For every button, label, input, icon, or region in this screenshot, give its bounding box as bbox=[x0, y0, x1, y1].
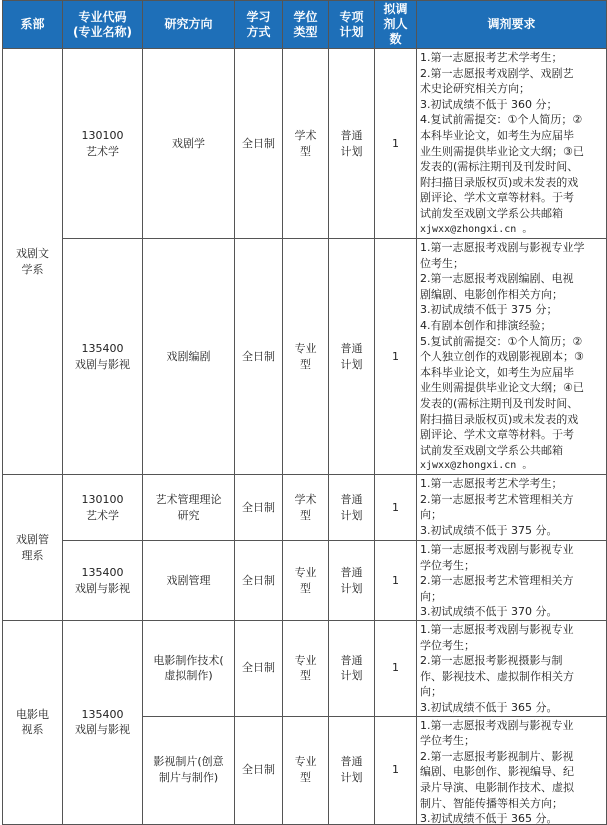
direction-line: 虚拟制作) bbox=[164, 669, 213, 683]
req-line: 3.初试成绩不低于 375 分。 bbox=[420, 523, 558, 537]
header-req bbox=[417, 1, 607, 49]
header-degree bbox=[283, 1, 329, 49]
dept-cell bbox=[3, 621, 63, 825]
dept-name-line: 电影电 bbox=[16, 707, 49, 721]
dept-name-line: 视系 bbox=[21, 723, 44, 737]
degree-line: 专业 bbox=[294, 653, 317, 667]
req-line: 附扫描目录版权页)或未发表的戏 bbox=[420, 412, 579, 426]
req-line: 2.第一志愿报考影视制片、影视 bbox=[420, 749, 574, 763]
code-line: 戏剧与影视 bbox=[75, 581, 130, 595]
req-line: 向； bbox=[420, 589, 442, 603]
plan-cell bbox=[329, 716, 375, 824]
count-cell bbox=[375, 475, 417, 541]
count-cell bbox=[375, 716, 417, 824]
code-line: 130100 bbox=[81, 128, 124, 142]
header-line: 剂人 bbox=[383, 17, 408, 31]
direction-cell bbox=[143, 716, 235, 824]
direction-cell bbox=[143, 541, 235, 621]
mode-text: 全日制 bbox=[242, 349, 275, 363]
mode-text: 全日制 bbox=[242, 500, 275, 514]
dept-cell bbox=[3, 49, 63, 475]
degree-line: 学术 bbox=[294, 128, 317, 142]
code-cell bbox=[63, 475, 143, 541]
req-line: 发表的(需标注期刊及刊发时间、 bbox=[420, 396, 579, 410]
count-text: 1 bbox=[392, 500, 399, 514]
requirements-clip bbox=[420, 718, 604, 824]
req-line: 本科毕业论文，如考生为应届毕 bbox=[420, 128, 574, 142]
req-line: 附扫描目录版权页)或未发表的戏 bbox=[420, 175, 579, 189]
degree-cell bbox=[283, 49, 329, 239]
mode-cell bbox=[235, 621, 283, 717]
req-line: 1.第一志愿报考艺术学考生； bbox=[420, 51, 563, 64]
direction-line: 戏剧编剧 bbox=[166, 349, 211, 363]
email-text: xjwxx@zhongxi.cn 。 bbox=[420, 460, 533, 472]
header-direction bbox=[143, 1, 235, 49]
mode-cell bbox=[235, 239, 283, 475]
requirements-cell bbox=[417, 239, 607, 475]
header-line: 方式 bbox=[246, 24, 271, 39]
req-line: 1.第一志愿报考戏剧与影视专业 bbox=[420, 623, 574, 636]
header-line: 学习 bbox=[246, 9, 271, 24]
header-line: 学位 bbox=[293, 9, 318, 24]
mode-cell bbox=[235, 541, 283, 621]
dept-name-line: 学系 bbox=[21, 262, 44, 276]
plan-cell bbox=[329, 239, 375, 475]
table-row bbox=[3, 621, 607, 717]
adjustment-table bbox=[2, 0, 607, 825]
table-row bbox=[3, 475, 607, 541]
count-text: 1 bbox=[392, 136, 399, 150]
req-line: 业生则需提供毕业论文大纲；④已 bbox=[420, 381, 584, 395]
table-row bbox=[3, 49, 607, 239]
header-line: 类型 bbox=[293, 24, 318, 39]
count-cell bbox=[375, 239, 417, 475]
req-line: 本科毕业论文，如考生为应届毕 bbox=[420, 365, 574, 379]
req-line: 2.第一志愿报考艺术管理相关方 bbox=[420, 574, 574, 588]
header-line: 拟调 bbox=[383, 2, 408, 16]
requirements-cell bbox=[417, 475, 607, 541]
direction-cell bbox=[143, 475, 235, 541]
requirements-cell bbox=[417, 716, 607, 824]
code-line: 戏剧与影视 bbox=[75, 723, 130, 737]
req-line: 位考生； bbox=[420, 256, 464, 270]
req-line: 1.第一志愿报考戏剧与影视专业学 bbox=[420, 241, 585, 254]
direction-line: 艺术管理理论 bbox=[155, 492, 222, 506]
req-line: 作、影视技术、虚拟制作相关方 bbox=[420, 669, 574, 683]
req-line: 业生则需提供毕业论文大纲；③已 bbox=[420, 144, 584, 158]
req-line: 3.初试成绩不低于 370 分。 bbox=[420, 605, 558, 619]
req-line: 剧评论、学术文章等材料。于考 bbox=[420, 191, 574, 205]
plan-line: 普通 bbox=[340, 653, 363, 667]
mode-cell bbox=[235, 475, 283, 541]
req-line: 个人独立创作的戏剧影视剧本；③ bbox=[420, 350, 584, 364]
req-line: 2.第一志愿报考戏剧学、戏剧艺 bbox=[420, 66, 574, 80]
code-line: 戏剧与影视 bbox=[75, 357, 130, 371]
plan-line: 普通 bbox=[340, 341, 363, 355]
count-cell bbox=[375, 49, 417, 239]
count-text: 1 bbox=[392, 349, 399, 363]
header-code bbox=[63, 1, 143, 49]
degree-line: 学术 bbox=[294, 492, 317, 506]
header-plan bbox=[329, 1, 375, 49]
mode-text: 全日制 bbox=[242, 661, 275, 675]
plan-line: 普通 bbox=[340, 128, 363, 142]
count-cell bbox=[375, 621, 417, 717]
req-line: 1.第一志愿报考戏剧与影视专业 bbox=[420, 718, 574, 732]
header-line: 专业代码 bbox=[78, 9, 127, 24]
plan-line: 计划 bbox=[340, 669, 363, 683]
req-line: 剧编剧、电影创作相关方向； bbox=[420, 287, 563, 301]
req-line: 剧评论、学术文章等材料。于考 bbox=[420, 428, 574, 442]
mode-text: 全日制 bbox=[242, 573, 275, 587]
code-line: 艺术学 bbox=[86, 508, 119, 522]
header-mode bbox=[235, 1, 283, 49]
count-text: 1 bbox=[392, 573, 399, 587]
code-cell bbox=[63, 541, 143, 621]
requirements-cell bbox=[417, 541, 607, 621]
degree-cell bbox=[283, 541, 329, 621]
req-line: 术史论研究相关方向； bbox=[420, 82, 530, 96]
plan-line: 计划 bbox=[340, 508, 363, 522]
mode-cell bbox=[235, 49, 283, 239]
email-text: xjwxx@zhongxi.cn 。 bbox=[420, 223, 533, 235]
header-line: 数 bbox=[389, 32, 402, 46]
direction-line: 电影制作技术( bbox=[153, 653, 224, 667]
plan-line: 计划 bbox=[340, 771, 363, 785]
code-line: 130100 bbox=[81, 492, 124, 506]
dept-name-line: 戏剧管 bbox=[16, 532, 49, 546]
req-line: 2.第一志愿报考影视摄影与制 bbox=[420, 654, 563, 668]
req-line: 学位考生； bbox=[420, 638, 475, 652]
header-dept bbox=[3, 1, 63, 49]
req-line: 试前发至戏剧文学系公共邮箱 bbox=[420, 206, 563, 220]
req-line: 2.第一志愿报考戏剧编剧、电视 bbox=[420, 272, 574, 286]
dept-cell bbox=[3, 475, 63, 621]
mode-cell bbox=[235, 716, 283, 824]
dept-name-line: 戏剧文 bbox=[16, 246, 49, 260]
plan-line: 普通 bbox=[340, 755, 363, 769]
plan-cell bbox=[329, 475, 375, 541]
code-line: 135400 bbox=[81, 341, 124, 355]
req-line: 学位考生； bbox=[420, 734, 475, 748]
dept-name-line: 理系 bbox=[21, 548, 44, 562]
table-row bbox=[3, 239, 607, 475]
header-line: (专业名称) bbox=[73, 24, 132, 39]
plan-cell bbox=[329, 49, 375, 239]
req-line: 4.有剧本创作和排演经验； bbox=[420, 318, 552, 332]
direction-cell bbox=[143, 621, 235, 717]
req-line: 2.第一志愿报考艺术管理相关方 bbox=[420, 492, 574, 506]
degree-cell bbox=[283, 239, 329, 475]
code-cell bbox=[63, 621, 143, 825]
plan-cell bbox=[329, 621, 375, 717]
degree-cell bbox=[283, 475, 329, 541]
plan-line: 计划 bbox=[340, 581, 363, 595]
req-line: 学位考生； bbox=[420, 558, 475, 572]
req-line: 4.复试前需提交：①个人简历；② bbox=[420, 113, 583, 127]
degree-line: 型 bbox=[300, 357, 311, 371]
plan-line: 普通 bbox=[340, 492, 363, 506]
req-line: 3.初试成绩不低于 375 分； bbox=[420, 303, 558, 317]
plan-line: 普通 bbox=[340, 565, 363, 579]
degree-line: 型 bbox=[300, 508, 311, 522]
code-cell bbox=[63, 239, 143, 475]
degree-cell bbox=[283, 716, 329, 824]
req-line: 发表的(需标注期刊及刊发时间、 bbox=[420, 160, 579, 174]
plan-cell bbox=[329, 541, 375, 621]
direction-line: 影视制片(创意 bbox=[153, 755, 224, 769]
mode-text: 全日制 bbox=[242, 136, 275, 150]
direction-cell bbox=[143, 239, 235, 475]
req-line: 向； bbox=[420, 685, 442, 699]
req-line: 编剧、电影创作、影视编导、纪 bbox=[420, 765, 574, 779]
code-cell bbox=[63, 49, 143, 239]
count-text: 1 bbox=[392, 661, 399, 675]
requirements-cell bbox=[417, 49, 607, 239]
req-line: 1.第一志愿报考戏剧与影视专业 bbox=[420, 543, 574, 556]
req-line: 向； bbox=[420, 508, 442, 522]
header-line: 研究方向 bbox=[164, 17, 213, 31]
degree-line: 专业 bbox=[294, 565, 317, 579]
header-line: 专项 bbox=[339, 9, 364, 24]
direction-cell bbox=[143, 49, 235, 239]
degree-line: 型 bbox=[300, 669, 311, 683]
req-line: 制片、智能传播等相关方向； bbox=[420, 796, 563, 810]
header-row bbox=[3, 1, 607, 49]
count-cell bbox=[375, 541, 417, 621]
req-line: 3.初试成绩不低于 360 分； bbox=[420, 97, 558, 111]
plan-line: 计划 bbox=[340, 144, 363, 158]
req-line: 录片导演、电影制作技术、虚拟 bbox=[420, 780, 574, 794]
mode-text: 全日制 bbox=[242, 763, 275, 777]
degree-line: 型 bbox=[300, 581, 311, 595]
req-line: 3.初试成绩不低于 365 分。 bbox=[420, 700, 558, 714]
code-line: 艺术学 bbox=[86, 144, 119, 158]
req-line: 试前发至戏剧文学系公共邮箱 bbox=[420, 443, 563, 457]
degree-line: 专业 bbox=[294, 755, 317, 769]
requirements-cell bbox=[417, 621, 607, 717]
header-count bbox=[375, 1, 417, 49]
header-line: 计划 bbox=[339, 24, 364, 39]
direction-line: 戏剧管理 bbox=[166, 573, 211, 587]
plan-line: 计划 bbox=[340, 357, 363, 371]
direction-line: 研究 bbox=[177, 508, 200, 522]
header-line: 调剂要求 bbox=[487, 17, 536, 31]
direction-line: 制片与制作) bbox=[158, 771, 219, 785]
table-row bbox=[3, 541, 607, 621]
req-line: 1.第一志愿报考艺术学考生； bbox=[420, 477, 563, 490]
direction-line: 戏剧学 bbox=[172, 136, 205, 150]
req-line: 3.初试成绩不低于 365 分。 bbox=[420, 812, 558, 824]
count-text: 1 bbox=[392, 763, 399, 777]
code-line: 135400 bbox=[81, 565, 124, 579]
header-line: 系部 bbox=[20, 17, 45, 31]
degree-line: 型 bbox=[300, 771, 311, 785]
req-line: 5.复试前需提交：①个人简历；② bbox=[420, 334, 583, 348]
code-line: 135400 bbox=[81, 707, 124, 721]
degree-line: 型 bbox=[300, 144, 311, 158]
degree-cell bbox=[283, 621, 329, 717]
degree-line: 专业 bbox=[294, 341, 317, 355]
